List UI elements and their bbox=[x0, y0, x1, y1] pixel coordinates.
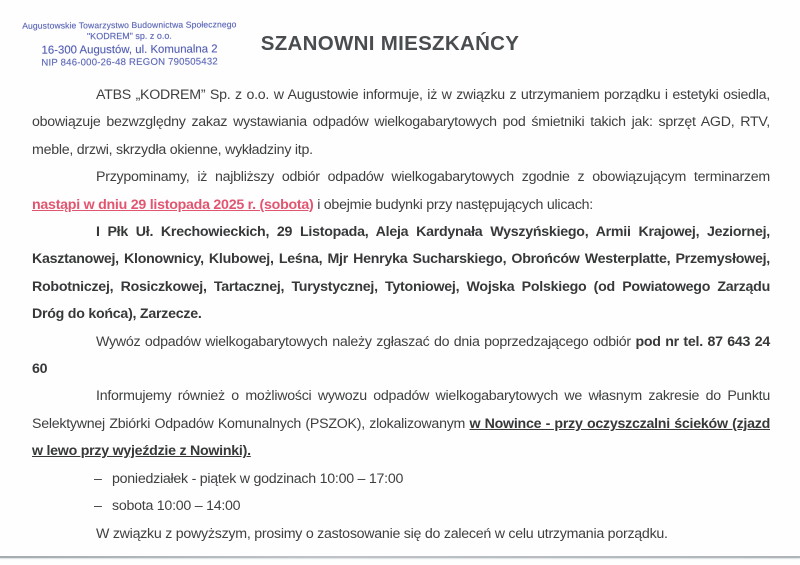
paragraph-pszok bbox=[32, 383, 770, 465]
document-body bbox=[32, 82, 770, 548]
paragraph-intro bbox=[32, 82, 770, 164]
scan-edge-artifact bbox=[0, 556, 800, 558]
stamp-org-name: Augustowskie Towarzystwo Budownictwa Społecznego bbox=[22, 19, 237, 31]
streets-list: I Płk Uł. Krechowieckich, 29 Listopada, Aleja Kardynała Wyszyńskiego, Armii Krajowej, Jeziornej, Kasztanowej, Klonownicy, Klubowej, Leśna, Mjr Henryka Sucharskiego, Obrońców Westerplatte, Przemysłowej, Robotniczej, Rosiczkowej, Tartacznej, Turystycznej, Tytoniowej, Wojska Polskiego (od Powiatowego Zarządu Dróg do końca), Zarzecze. bbox=[32, 224, 770, 323]
intro-text: ATBS „KODREM” Sp. z o.o. w Augustowie informuje, iż w związku z utrzymaniem porządku i estetyki osiedla, obowiązuje bezwzględny zakaz wystawiania odpadów wielkogabarytowych pod śmietniki takich jak: sprzęt AGD, RTV, meble, drzwi, skrzydła okienne, wykładziny itp. bbox=[32, 87, 770, 158]
closing-line: W związku z powyższym, prosimy o zastosowanie się do zaleceń w celu utrzymania porządku. bbox=[96, 525, 668, 542]
document-title: SZANOWNI MIESZKAŃCY bbox=[260, 32, 520, 55]
phone-number: pod nr tel. 87 643 24 60 bbox=[32, 333, 770, 378]
dash-bullet-icon: – bbox=[94, 470, 102, 487]
hours-saturday-text: sobota 10:00 – 14:00 bbox=[112, 498, 241, 515]
reporting-lead: Wywóz odpadów wielkogabarytowych należy zgłaszać do dnia poprzedzającego odbiór bbox=[96, 333, 636, 350]
reminder-lead: Przypominamy, iż najbliższy odbiór odpadów wielkogabarytowych zgodnie z obowiązującym terminarzem bbox=[96, 169, 770, 186]
stamp-company-form: "KODREM" sp. z o.o. bbox=[86, 30, 172, 42]
reminder-tail: i obejmie budynki przy następujących ulicach: bbox=[313, 196, 593, 213]
hours-weekdays-text: poniedziałek - piątek w godzinach 10:00 – 17:00 bbox=[112, 470, 404, 487]
hours-item-saturday bbox=[32, 493, 770, 520]
dash-bullet-icon: – bbox=[94, 498, 102, 515]
stamp-address: 16-300 Augustów, ul. Komunalna 2 bbox=[41, 42, 218, 57]
paragraph-reminder bbox=[32, 164, 770, 219]
collection-date-highlight: nastąpi w dniu 29 listopada 2025 r. (sobota) bbox=[32, 196, 314, 213]
stamp-nip-regon: NIP 846-000-26-48 REGON 790505432 bbox=[41, 56, 218, 69]
hours-item-weekdays bbox=[32, 466, 770, 493]
pszok-location: w Nowince - przy oczyszczalni ścieków (zjazd w lewo przy wyjeździe z Nowinki). bbox=[32, 415, 770, 460]
pszok-lead: Informujemy również o możliwości wywozu odpadów wielkogabarytowych we własnym zakresie do Punktu Selektywnej Zbiórki Odpadów Komunalnych (PSZOK), zlokalizowanym bbox=[32, 388, 770, 432]
paragraph-reporting bbox=[32, 329, 770, 384]
